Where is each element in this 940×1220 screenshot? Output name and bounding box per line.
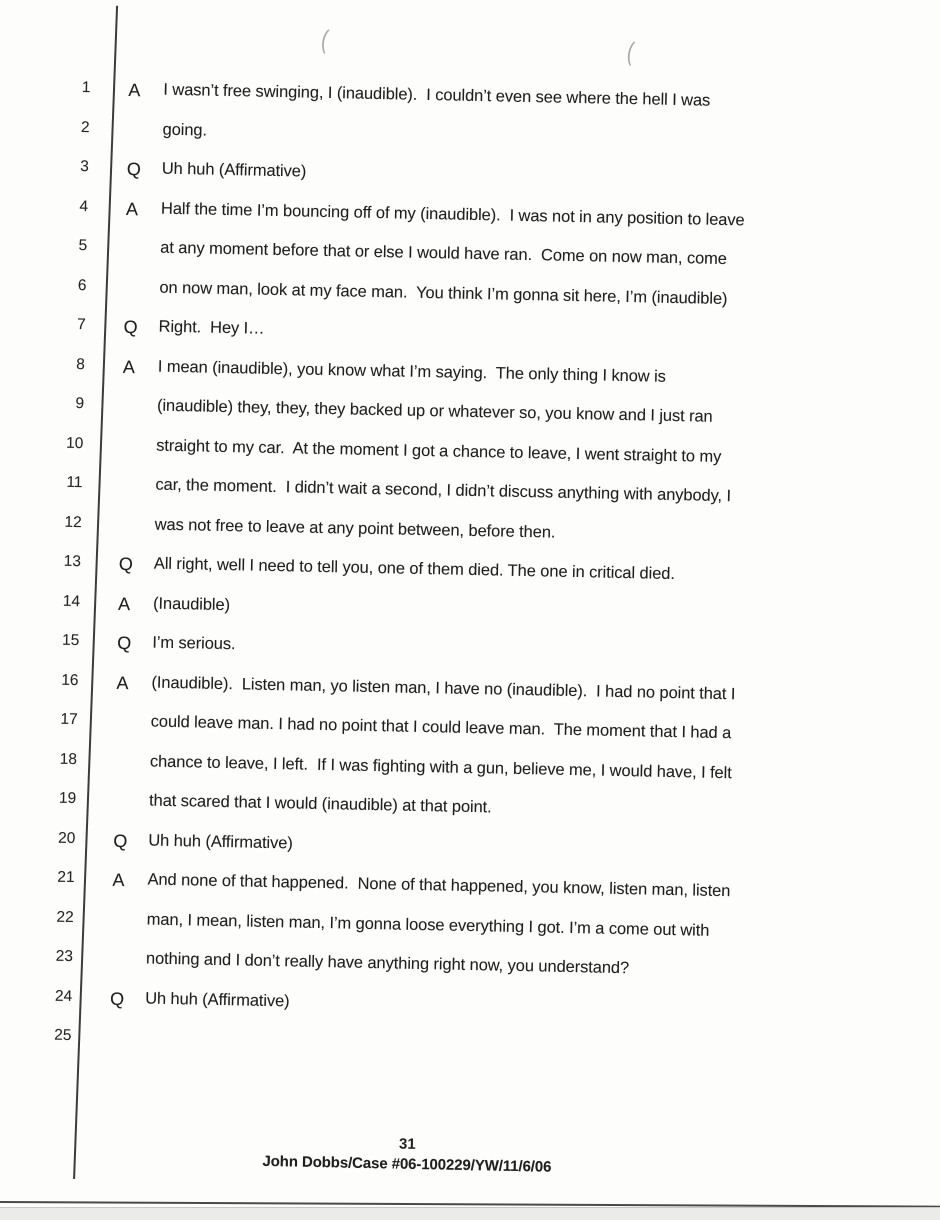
line-number: 16	[61, 671, 79, 689]
line-text: man, I mean, listen man, I’m gonna loose everything I got. I’m a come out with	[146, 910, 710, 940]
line-number: 20	[57, 829, 76, 847]
transcript-line	[0, 828, 883, 872]
speaker-label: A	[112, 869, 125, 891]
transcript-line	[0, 235, 895, 279]
speaker-label: Q	[123, 316, 138, 338]
line-text: car, the moment. I didn’t wait a second, I didn’t discuss anything with anybody, I	[155, 475, 732, 506]
transcript-line	[0, 551, 889, 595]
page-number: 31	[398, 1135, 416, 1153]
line-number: 9	[75, 394, 85, 413]
line-text: chance to leave, I left. If I was fighting with a gun, believe me, I would have, I felt	[149, 752, 732, 782]
speaker-label	[122, 396, 158, 397]
transcript-line	[0, 393, 892, 437]
speaker-label	[116, 712, 152, 713]
speaker-label: A	[128, 79, 141, 101]
transcript-line	[0, 591, 888, 635]
transcript-line	[0, 867, 883, 911]
line-number: 5	[78, 237, 88, 255]
line-text: on now man, look at my face man. You think I’m gonna sit here, I’m (inaudible)	[159, 278, 728, 308]
line-number: 17	[60, 710, 78, 729]
line-number: 22	[56, 908, 74, 926]
line-number: 13	[63, 552, 82, 571]
line-text: (Inaudible)	[152, 594, 231, 614]
line-number: 4	[79, 197, 89, 215]
line-text: Half the time I’m bouncing off of my (inaudible). I was not in any position to leave	[160, 199, 745, 229]
transcript-line	[0, 77, 898, 121]
transcript-line	[0, 433, 891, 477]
speaker-label	[125, 238, 161, 239]
transcript-line	[0, 986, 880, 1030]
speaker-label	[121, 435, 157, 436]
speaker-label	[128, 119, 164, 120]
line-number: 10	[65, 434, 84, 452]
line-text: that scared that I would (inaudible) at that point.	[148, 791, 492, 817]
line-number: 19	[58, 789, 77, 808]
line-number: 18	[59, 750, 78, 768]
line-number: 24	[54, 987, 73, 1005]
line-number: 25	[53, 1026, 72, 1045]
line-text: nothing and I don’t really have anything right now, you understand?	[145, 949, 630, 978]
transcript-line	[0, 788, 884, 832]
speaker-label: A	[117, 593, 131, 614]
transcript-line	[0, 472, 891, 516]
speaker-label: A	[116, 672, 129, 693]
line-text: (inaudible) they, they, they backed up or whatever so, you know and I just ran	[156, 396, 713, 426]
transcript-line	[0, 946, 881, 990]
speaker-label	[115, 751, 151, 752]
line-number: 14	[62, 592, 81, 610]
speaker-label: A	[125, 198, 139, 219]
line-text: could leave man. I had no point that I could leave man. The moment that I had a	[150, 712, 732, 743]
speaker-label	[112, 909, 148, 910]
line-number: 8	[76, 355, 86, 373]
transcript-line	[0, 749, 885, 793]
line-text: Uh huh (Affirmative)	[161, 159, 307, 181]
speaker-label: Q	[109, 988, 125, 1009]
line-text: Right. Hey I…	[158, 317, 265, 338]
line-number: 12	[64, 513, 82, 531]
line-text: at any moment before that or else I would have ran. Come on now man, come	[160, 238, 728, 269]
transcript-line	[0, 1025, 879, 1069]
line-number: 6	[77, 276, 87, 294]
speaker-label	[110, 1028, 146, 1029]
scan-artifact-paren-left: (	[319, 23, 331, 55]
speaker-label	[121, 475, 157, 476]
line-text: I wasn’t free swinging, I (inaudible). I couldn’t even see where the hell I was	[163, 80, 711, 110]
transcript-line	[0, 512, 890, 556]
line-text: going.	[162, 120, 208, 140]
speaker-label	[114, 791, 150, 792]
speaker-label: Q	[113, 830, 128, 851]
scan-artifact-paren-right: (	[624, 35, 637, 67]
transcript-line	[0, 117, 898, 161]
line-text: Uh huh (Affirmative)	[148, 831, 293, 852]
line-number: 2	[80, 118, 90, 136]
transcript-line	[0, 275, 894, 319]
transcript-line	[0, 907, 882, 951]
line-number: 7	[76, 316, 86, 334]
speaker-label	[125, 277, 161, 278]
transcript-line	[0, 314, 894, 358]
line-number: 21	[57, 868, 75, 887]
transcript-line	[0, 196, 896, 240]
speaker-label	[111, 949, 147, 950]
speaker-label: A	[122, 356, 136, 377]
transcript-line	[0, 630, 887, 674]
line-number: 23	[55, 947, 74, 966]
line-text: And none of that happened. None of that happened, you know, listen man, listen	[147, 870, 731, 901]
scanner-bed-strip	[0, 1207, 940, 1220]
line-text: (Inaudible). Listen man, yo listen man, I have no (inaudible). I had no point that I	[151, 673, 736, 703]
speaker-label	[120, 514, 156, 515]
case-caption: John Dobbs/Case #06-100229/YW/11/6/06	[262, 1152, 552, 1176]
line-text: straight to my car. At the moment I got a chance to leave, I went straight to my	[156, 436, 722, 466]
transcript-line	[0, 354, 893, 398]
line-number: 3	[80, 158, 90, 176]
line-text: was not free to leave at any point between, before then.	[154, 515, 556, 542]
line-text: Uh huh (Affirmative)	[144, 989, 290, 1010]
line-text: All right, well I need to tell you, one of them died. The one in critical died.	[153, 554, 675, 584]
line-number: 15	[61, 631, 80, 650]
line-text: I’m serious.	[152, 633, 236, 654]
line-number: 1	[81, 79, 91, 97]
line-number: 11	[66, 473, 83, 492]
transcript-line	[0, 709, 886, 753]
transcript-line	[0, 670, 887, 714]
speaker-label: Q	[118, 553, 134, 575]
transcript-line	[0, 156, 897, 200]
line-text: I mean (inaudible), you know what I’m saying. The only thing I know is	[157, 357, 666, 386]
speaker-label: Q	[126, 158, 142, 180]
speaker-label: Q	[117, 632, 132, 654]
